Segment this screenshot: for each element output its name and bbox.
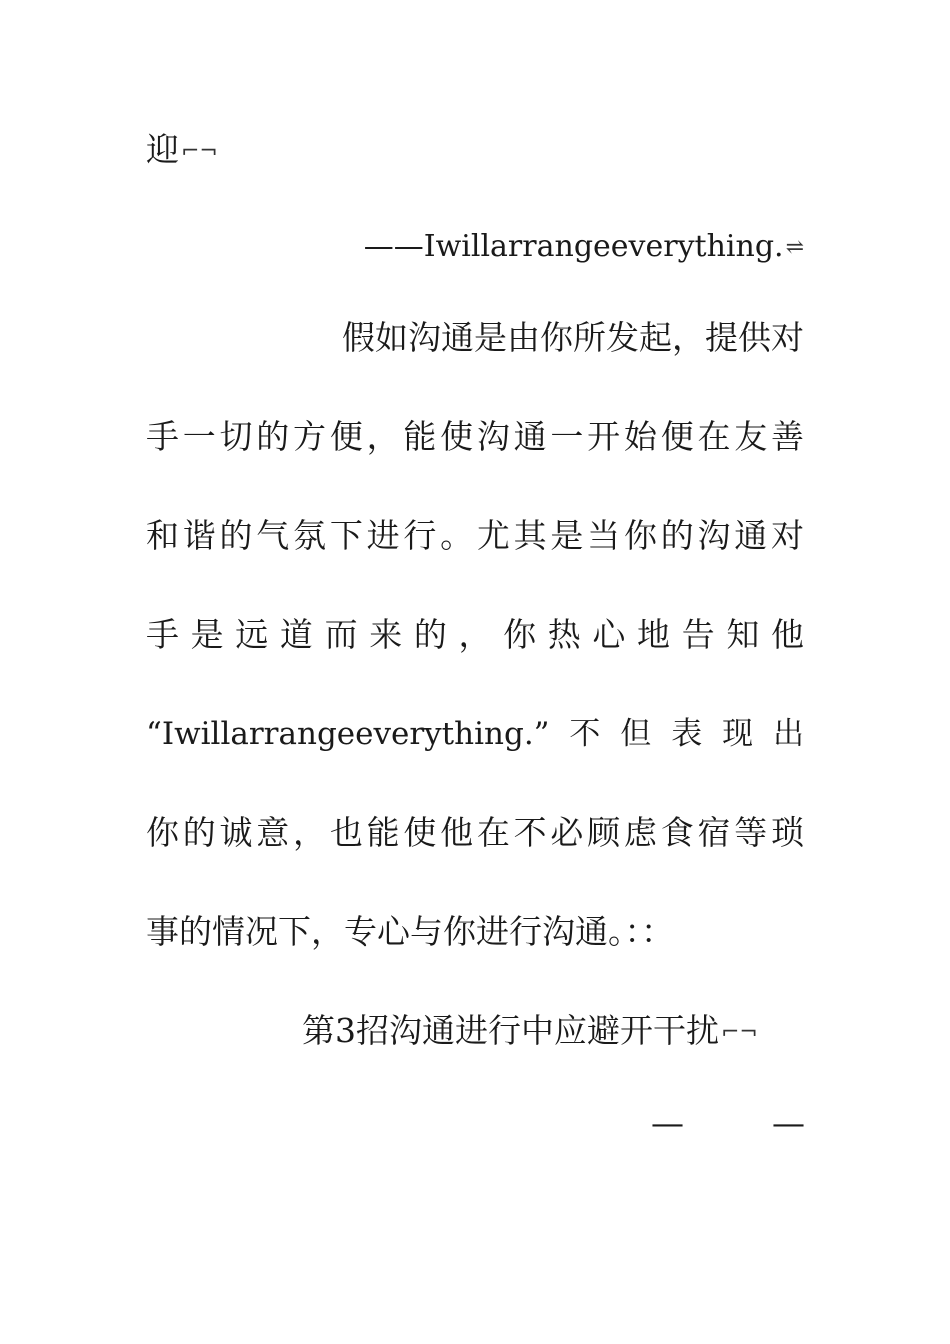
text-line-2-content: ——Iwillarrangeeverything. [363, 229, 784, 264]
char: 心 [592, 615, 626, 654]
text-line-2 [146, 222, 804, 272]
text-line-1-content: 迎 [146, 130, 179, 169]
char: 远 [235, 615, 269, 654]
text-line-8: 你的诚意，也能使他在不必顾虑食宿等琐 [146, 813, 804, 852]
text-line-3-content: 假如沟通是由你所发起，提供对 [342, 318, 804, 357]
char: 热 [547, 615, 581, 654]
char: 知 [726, 615, 760, 654]
char: 告 [681, 615, 715, 654]
char: 道 [279, 615, 313, 654]
text-line-5: 和谐的气氛下进行。尤其是当你的沟通对 [146, 516, 804, 555]
char: 的 [413, 615, 447, 654]
footer-dash-left: — [651, 1103, 684, 1142]
section-heading [302, 1006, 822, 1056]
char: 你 [503, 615, 537, 654]
text-line-7: “Iwillarrangeeverything.”不但表现出 [146, 716, 804, 752]
char: 是 [190, 615, 224, 654]
char: 手 [146, 615, 179, 654]
char: 地 [637, 615, 671, 654]
table-mark-icon: ⌐¬ [721, 1020, 758, 1045]
arrow-mark-icon: ⇌ [785, 235, 804, 260]
text-line-9 [146, 907, 804, 957]
text-line-6 [146, 610, 804, 660]
char: ， [458, 615, 492, 654]
colon-marks: ：： [624, 912, 674, 951]
footer-dash-right: — [772, 1103, 805, 1142]
char: 来 [369, 615, 403, 654]
table-mark-icon: ⌐¬ [181, 139, 218, 164]
char: 而 [324, 615, 358, 654]
text-line-9-content: 事的情况下，专心与你进行沟通。 [146, 912, 625, 951]
char: 他 [770, 615, 804, 654]
text-line-4: 手一切的方便，能使沟通一开始便在友善 [146, 417, 804, 456]
text-line-3 [146, 313, 804, 363]
section-heading-text: 第3招沟通进行中应避开干扰 [302, 1011, 719, 1050]
text-line-1 [146, 125, 804, 175]
